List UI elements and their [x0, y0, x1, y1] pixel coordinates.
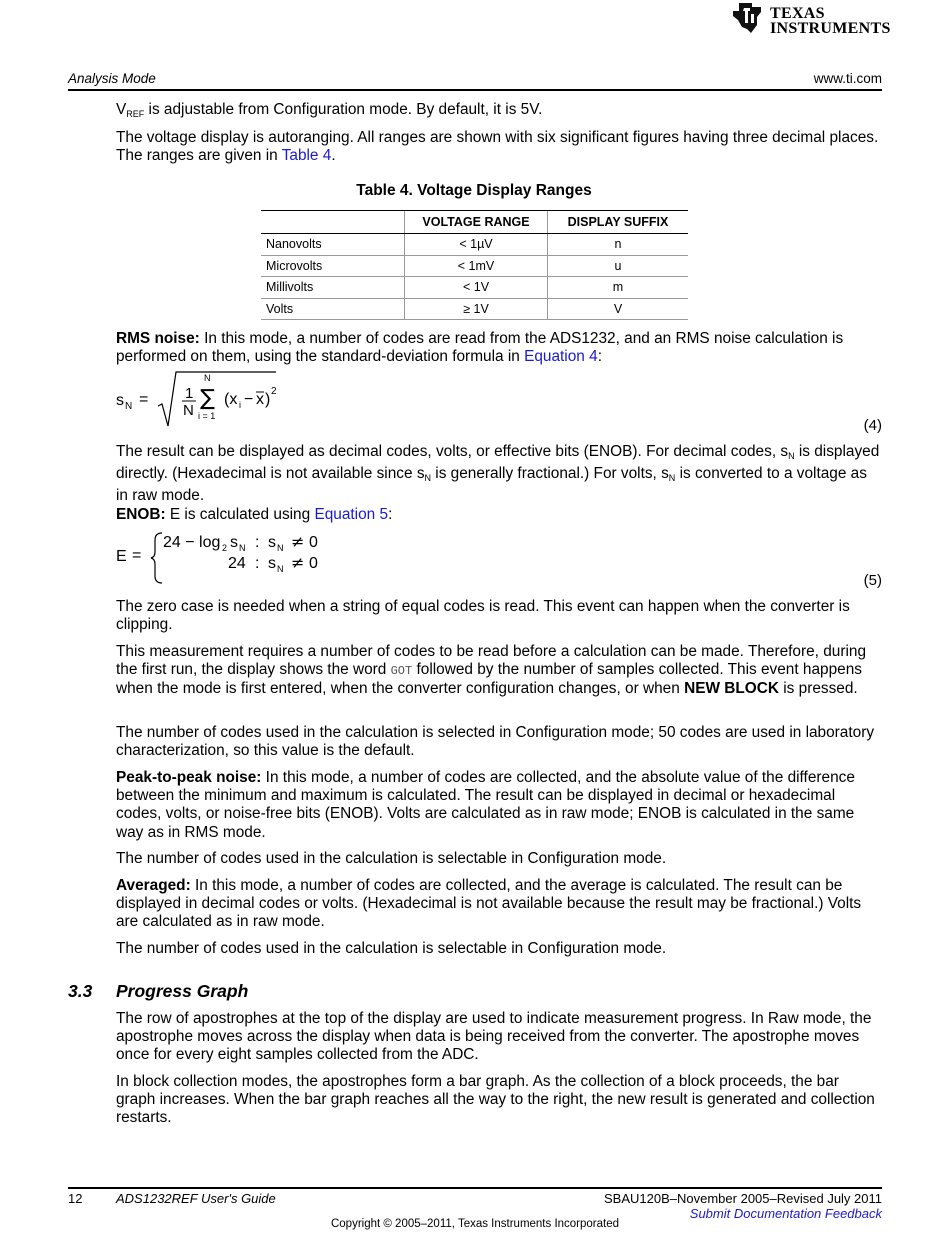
table-row: [261, 277, 688, 299]
svg-text:i: i: [239, 400, 241, 410]
averaged-label: Averaged:: [116, 877, 191, 894]
table-cell: < 1mV: [405, 255, 548, 277]
equation-4-number: (4): [863, 417, 882, 434]
averaged-text: In this mode, a number of codes are collected, and the average is calculated. The result can be displayed in decimal codes or volts. (Hexadecimal is not available because the result may be fractional.) Volts are calculated as in raw mode.: [116, 877, 862, 931]
table-header-row: [261, 211, 688, 234]
enob-text: E is calculated using: [165, 506, 315, 523]
autorange-paragraph: The voltage display is autoranging. All ranges are shown with six significant figures having three decimal places. The ranges are given in Table 4.: [116, 129, 879, 165]
svg-text:s: s: [116, 392, 124, 409]
table-cell: Millivolts: [261, 277, 405, 299]
svg-text:N: N: [183, 402, 194, 419]
page-number: 12: [68, 1191, 83, 1206]
svg-text:∑: ∑: [200, 386, 215, 411]
svg-text:24 − log: 24 − log: [163, 534, 221, 551]
svg-text:N: N: [239, 543, 246, 553]
svg-text:2: 2: [271, 386, 277, 397]
svg-text:1: 1: [185, 385, 194, 402]
svg-text:N: N: [277, 543, 284, 553]
running-header-title: Analysis Mode: [68, 71, 156, 86]
logo-line-2: INSTRUMENTS: [770, 20, 891, 37]
result-text-3: is generally fractional.) For volts, s: [431, 465, 669, 483]
svg-text:=: =: [139, 391, 149, 408]
doc-title: ADS1232REF User's Guide: [116, 1191, 276, 1206]
svg-text:s: s: [268, 555, 276, 572]
equation5-link[interactable]: Equation 5: [314, 506, 389, 523]
table-header-cell: VOLTAGE RANGE: [405, 211, 548, 234]
svg-text:i = 1: i = 1: [198, 411, 216, 421]
table-header-cell: DISPLAY SUFFIX: [548, 211, 689, 234]
svg-text:(x: (x: [224, 391, 238, 408]
rms-paragraph: RMS noise: In this mode, a number of codes are read from the ADS1232, and an RMS noise calculation is performed on them, using the standard-deviation formula in Equation 4:: [116, 330, 844, 366]
svg-text:24: 24: [228, 555, 246, 572]
peak-to-peak-label: Peak-to-peak noise:: [116, 769, 262, 786]
doc-id: SBAU120B–November 2005–Revised July 2011: [604, 1191, 882, 1206]
enob-label: ENOB:: [116, 506, 166, 523]
measurement-text-3: is pressed.: [778, 680, 858, 698]
svg-text:N: N: [125, 401, 133, 412]
equation-5-formula: [116, 530, 356, 586]
result-text-1: The result can be displayed as decimal codes, volts, or effective bits (ENOB). For decimal codes, s: [116, 443, 789, 460]
ti-logo: [730, 0, 891, 38]
svg-text:0: 0: [309, 534, 318, 551]
svg-text:=: =: [132, 547, 142, 564]
table4-link[interactable]: Table 4: [281, 147, 332, 165]
measurement-paragraph: [116, 643, 882, 699]
equation-5-number: (5): [863, 572, 882, 589]
table-header-cell: [261, 211, 405, 234]
voltage-ranges-table: [261, 210, 688, 320]
table-row: [261, 255, 688, 277]
result-text-4: is converted to a voltage as in raw mode.: [116, 465, 867, 505]
table-row: [261, 234, 688, 256]
equation4-link[interactable]: Equation 4: [524, 348, 598, 366]
vref-subscript: REF: [126, 109, 145, 119]
result-paragraph: The result can be displayed as decimal codes, volts, or effective bits (ENOB). For decimal codes, $s_N$ is displayed directly. (Hexadecimal is not available since $s_N$ is generally fractional.) For volts, $s_N$ is converted to a voltage as in raw mode.: [116, 443, 880, 505]
equation-5: [116, 530, 356, 586]
svg-text:E: E: [116, 548, 127, 565]
peak-to-peak-paragraph: [116, 769, 882, 842]
selectable-paragraph-2: The number of codes used in the calculation is selectable in Configuration mode.: [116, 940, 667, 957]
codes-used-paragraph: The number of codes used in the calculation is selected in Configuration mode; 50 codes are used in laboratory characterization, so this value is the default.: [116, 724, 875, 760]
enob-paragraph: ENOB: E is calculated using Equation 5:: [116, 506, 393, 523]
section-number: 3.3: [68, 981, 93, 1001]
table-cell: n: [548, 234, 689, 256]
result-text-2: is displayed directly. (Hexadecimal is not available since s: [116, 443, 880, 483]
averaged-paragraph: [116, 877, 882, 932]
svg-text:N: N: [277, 564, 284, 574]
footer-rule: [68, 1187, 882, 1189]
progress-paragraph-1: The row of apostrophes at the top of the display are used to indicate measurement progress. In Raw mode, the apostrophe moves across the display when data is being received from the converter. The apostrophe moves once for every eight samples collected from the ADC.: [116, 1010, 872, 1064]
measurement-text-2: followed by the number of samples collected. This event happens when the mode is first entered, when the converter configuration changes, or when: [116, 661, 862, 698]
running-header-url[interactable]: www.ti.com: [813, 71, 882, 86]
table-cell: V: [548, 298, 689, 320]
rms-label: RMS noise:: [116, 330, 200, 347]
section-heading: Progress Graph: [116, 981, 249, 1001]
svg-text:N: N: [204, 373, 211, 383]
table-cell: ≥ 1V: [405, 298, 548, 320]
svg-text:2: 2: [222, 543, 228, 553]
svg-text:≠: ≠: [291, 532, 305, 551]
svg-text:≠: ≠: [291, 553, 305, 572]
rms-text: In this mode, a number of codes are read from the ADS1232, and an RMS noise calculation is performed on them, using the standard-deviation formula in: [116, 330, 844, 366]
table-cell: m: [548, 277, 689, 299]
feedback-link[interactable]: Submit Documentation Feedback: [689, 1206, 882, 1221]
svg-text:s: s: [268, 534, 276, 551]
new-block-label: NEW BLOCK: [684, 680, 779, 698]
equation-4: [116, 368, 316, 428]
copyright: Copyright © 2005–2011, Texas Instruments Incorporated: [330, 1218, 620, 1230]
progress-paragraph-2: In block collection modes, the apostrophes form a bar graph. As the collection of a block proceeds, the bar graph increases. When the bar graph reaches all the way to the right, the new result is generated and collection restarts.: [116, 1073, 875, 1127]
got-word: GOT: [390, 664, 413, 679]
svg-text::: :: [255, 534, 260, 551]
vref-paragraph: [116, 101, 882, 123]
svg-text:s: s: [230, 534, 238, 551]
table-cell: Microvolts: [261, 255, 405, 277]
peak-to-peak-text: In this mode, a number of codes are collected, and the absolute value of the difference between the minimum and maximum is calculated. The result can be displayed in decimal or hexadecimal codes, volts, or noise-free bits (ENOB). Volts are calculated as in raw mode; ENOB is calculated in the same way as in RMS mode.: [116, 769, 855, 841]
autorange-text: The voltage display is autoranging. All ranges are shown with six significant figures having three decimal places. The ranges are given in: [116, 129, 879, 165]
table-caption: Table 4. Voltage Display Ranges: [356, 182, 592, 199]
table-cell: < 1µV: [405, 234, 548, 256]
svg-text:−: −: [244, 391, 254, 408]
logo-line-1: TEXAS: [770, 5, 825, 22]
table-cell: Nanovolts: [261, 234, 405, 256]
table-cell: < 1V: [405, 277, 548, 299]
svg-text::: :: [255, 555, 260, 572]
svg-text:0: 0: [309, 555, 318, 572]
vref-text: is adjustable from Configuration mode. By default, it is 5V.: [144, 101, 543, 118]
selectable-paragraph-1: The number of codes used in the calculation is selectable in Configuration mode.: [116, 850, 667, 867]
equation-4-formula: [116, 368, 316, 428]
zero-case-paragraph: The zero case is needed when a string of equal codes is read. This event can happen when the converter is clipping.: [116, 598, 850, 634]
svg-text:): ): [265, 391, 271, 408]
table-cell: Volts: [261, 298, 405, 320]
measurement-text-1: This measurement requires a number of codes to be read before a calculation can be made. Therefore, during the first run, the display shows the word: [116, 643, 867, 679]
vref-symbol: V: [116, 101, 127, 118]
svg-text:x: x: [256, 391, 264, 408]
header-rule: [68, 89, 882, 91]
table-row: [261, 298, 688, 320]
ti-logo-icon: [730, 0, 766, 36]
table-cell: u: [548, 255, 689, 277]
